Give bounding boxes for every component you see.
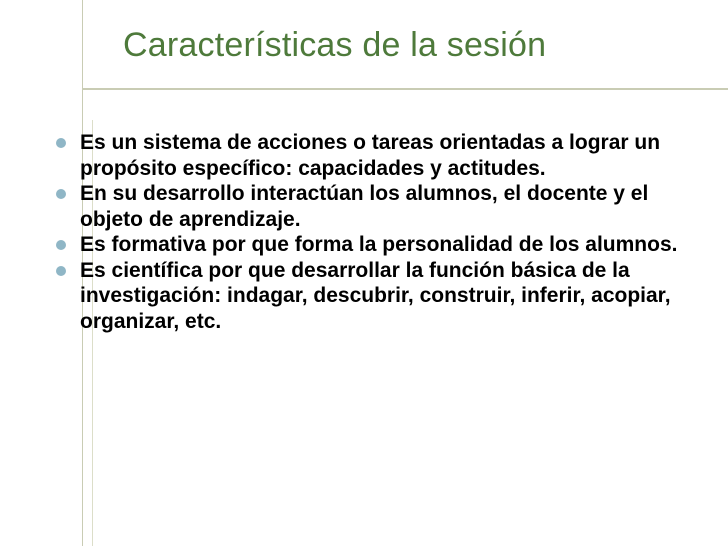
- bullet-text: Es un sistema de acciones o tareas orientadas a lograr un propósito específico: capacidades y actitudes.: [80, 131, 661, 180]
- bullet-dot-icon: [56, 266, 66, 276]
- bullet-dot-icon: [56, 138, 66, 148]
- bullet-text: Es científica por que desarrollar la función básica de la investigación: indagar, descubrir, construir, inferir, acopiar, organizar, etc.: [80, 258, 671, 333]
- bullet-text: Es formativa por que forma la personalidad de los alumnos.: [80, 233, 678, 256]
- bullet-item: [56, 130, 696, 181]
- bullet-text: En su desarrollo interactúan los alumnos, el docente y el objeto de aprendizaje.: [80, 182, 649, 231]
- bullet-dot-icon: [56, 240, 66, 250]
- bullet-item: [56, 181, 696, 232]
- bullet-list: [56, 130, 696, 334]
- bullet-item: [56, 232, 696, 258]
- slide-title: Características de la sesión: [123, 26, 547, 64]
- bullet-item: [56, 258, 696, 335]
- bullet-dot-icon: [56, 189, 66, 199]
